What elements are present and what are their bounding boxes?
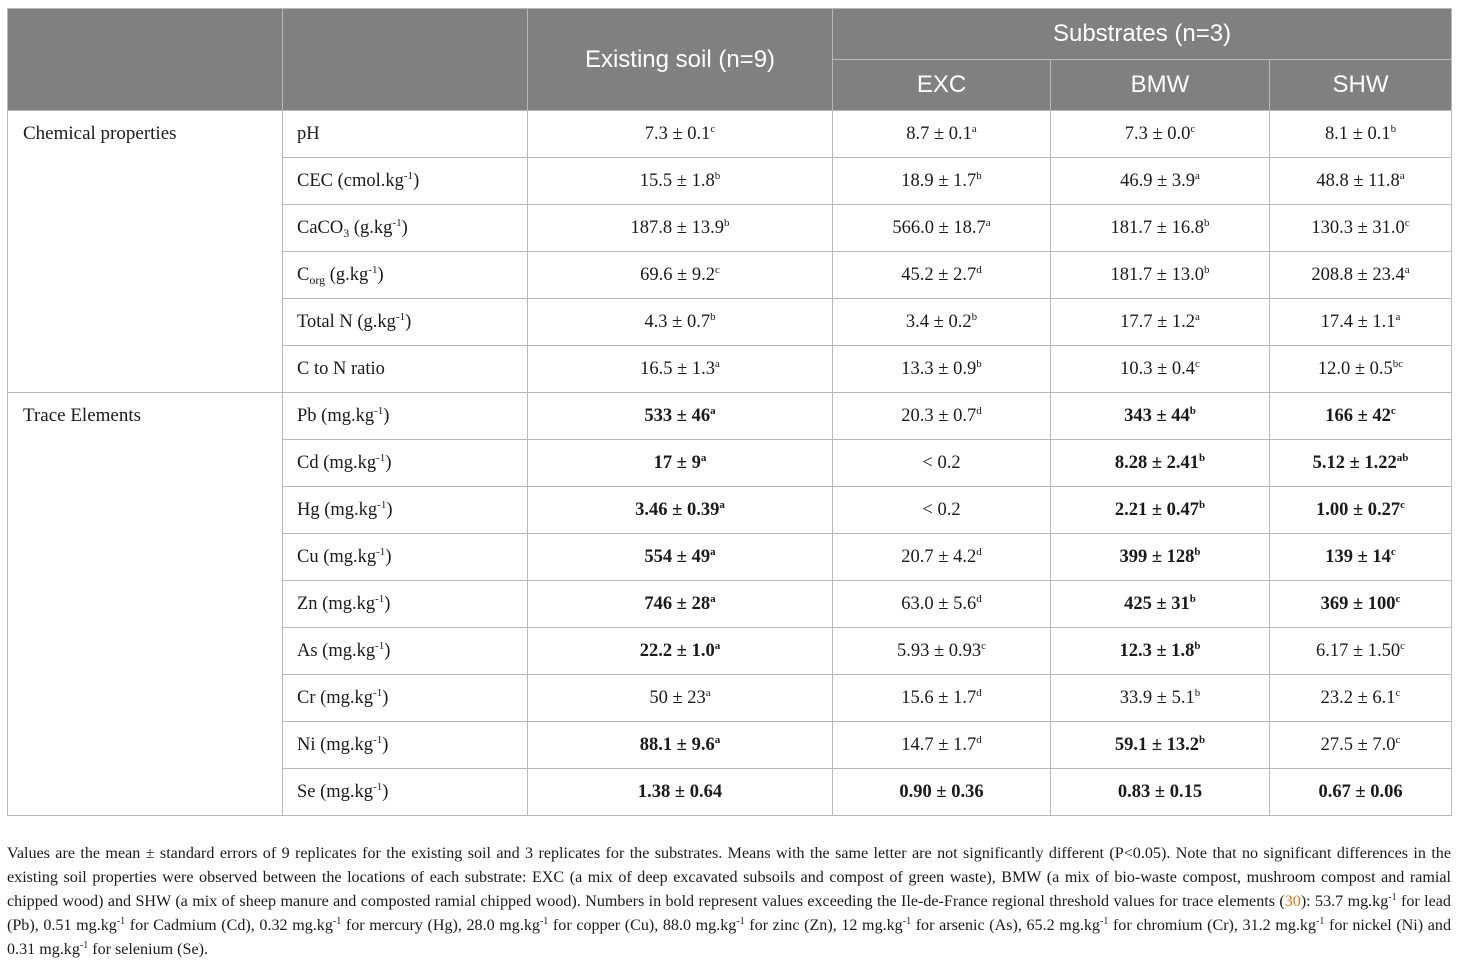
value-cell: 18.9 ± 1.7$^b$ xyxy=(833,158,1051,205)
significance-letter: b xyxy=(1199,498,1206,511)
value-cell: 566.0 ± 18.7$^a$ xyxy=(833,205,1051,252)
property-superscript: -1 xyxy=(403,169,414,182)
footnote-superscript: -1 xyxy=(332,916,342,927)
value-cell: 7.3 ± 0.1$^c$ xyxy=(528,111,833,158)
significance-letter: b xyxy=(1194,545,1201,558)
significance-letter: b xyxy=(1194,686,1201,699)
value-cell: 187.8 ± 13.9$^b$ xyxy=(528,205,833,252)
value-cell: 0.83 ± 0.15 xyxy=(1051,769,1270,816)
property-cell: CEC $(cmol.kg^{-1})$ xyxy=(283,158,528,205)
value-cell: 33.9 ± 5.1$^b$ xyxy=(1051,675,1270,722)
significance-letter: a xyxy=(710,592,716,605)
value-cell: $369 \pm 100^c$ xyxy=(1270,581,1452,628)
value-cell: 10.3 ± 0.4$^c$ xyxy=(1051,346,1270,393)
value-cell: 20.3 ± 0.7$^d$ xyxy=(833,393,1051,440)
value-cell: 1.00 ± 0.27$^c$ xyxy=(1270,487,1452,534)
property-superscript: -1 xyxy=(373,780,383,793)
property-cell: Cu $(mg.kg^{-1})$ xyxy=(283,534,528,581)
significance-letter: a xyxy=(705,686,711,699)
header-exc: EXC xyxy=(833,60,1051,111)
value-cell: 1.38 ± 0.64 xyxy=(528,769,833,816)
significance-letter: b xyxy=(1189,404,1196,417)
significance-letter: a xyxy=(715,357,720,370)
significance-letter: a xyxy=(971,122,977,135)
header-existing-soil: Existing soil (n=9) xyxy=(528,9,833,111)
significance-letter: b xyxy=(976,169,982,182)
property-cell: Zn $(mg.kg^{-1})$ xyxy=(283,581,528,628)
value-cell: 22.2 ± 1.0$^a$ xyxy=(528,628,833,675)
value-cell: 27.5 ± 7.0$^c$ xyxy=(1270,722,1452,769)
property-cell: Se $(mg.kg^{-1})$ xyxy=(283,769,528,816)
value-cell: 23.2 ± 6.1$^c$ xyxy=(1270,675,1452,722)
significance-letter: b xyxy=(1199,733,1206,746)
significance-letter: b xyxy=(1203,263,1210,276)
value-cell: $166 \pm 42^c$ xyxy=(1270,393,1452,440)
significance-letter: c xyxy=(1395,686,1401,699)
value-cell: $425 \pm 31^b$ xyxy=(1051,581,1270,628)
property-superscript: -1 xyxy=(375,639,385,652)
value-cell: $139 \pm 14^c$ xyxy=(1270,534,1452,581)
significance-letter: c xyxy=(710,122,716,135)
significance-letter: c xyxy=(1195,357,1200,370)
property-superscript: -1 xyxy=(376,451,386,464)
significance-letter: a xyxy=(1195,310,1200,323)
table-row xyxy=(8,393,1452,440)
value-cell: 8.1 ± 0.1$^b$ xyxy=(1270,111,1452,158)
significance-letter: bc xyxy=(1392,357,1404,370)
value-cell: 63.0 ± 5.6$^d$ xyxy=(833,581,1051,628)
significance-letter: d xyxy=(976,404,982,417)
value-cell: 88.1 ± 9.6$^a$ xyxy=(528,722,833,769)
value-cell: 5.12 ± 1.22$^{ab}$ xyxy=(1270,440,1452,487)
value-cell: $17 \pm 9^a$ xyxy=(528,440,833,487)
significance-letter: d xyxy=(976,592,982,605)
significance-letter: d xyxy=(976,686,982,699)
property-superscript: -1 xyxy=(373,733,383,746)
significance-letter: c xyxy=(715,263,720,276)
significance-letter: d xyxy=(976,263,982,276)
significance-letter: a xyxy=(710,545,716,558)
value-cell: 20.7 ± 4.2$^d$ xyxy=(833,534,1051,581)
header-bmw: BMW xyxy=(1051,60,1270,111)
significance-letter: a xyxy=(714,733,721,746)
footnote-superscript: -1 xyxy=(539,916,549,927)
value-cell: $746 \pm 28^a$ xyxy=(528,581,833,628)
footnote-superscript: -1 xyxy=(1099,916,1109,927)
significance-letter: b xyxy=(723,216,730,229)
value-cell: 14.7 ± 1.7$^d$ xyxy=(833,722,1051,769)
header-shw: SHW xyxy=(1270,60,1452,111)
significance-letter: b xyxy=(714,169,721,182)
value-cell: 8.7 ± 0.1$^a$ xyxy=(833,111,1051,158)
footnote-superscript: -1 xyxy=(116,916,126,927)
property-subscript: 3 xyxy=(343,225,350,240)
property-superscript: -1 xyxy=(376,545,386,558)
significance-letter: c xyxy=(1395,733,1401,746)
significance-letter: a xyxy=(700,451,707,464)
value-cell: 0.90 ± 0.36 xyxy=(833,769,1051,816)
value-cell: $399 \pm 128^b$ xyxy=(1051,534,1270,581)
value-cell: 12.3 ± 1.8$^b$ xyxy=(1051,628,1270,675)
value-cell: $554 \pm 49^a$ xyxy=(528,534,833,581)
header-blank-2 xyxy=(283,9,528,111)
value-cell: 13.3 ± 0.9$^b$ xyxy=(833,346,1051,393)
significance-letter: c xyxy=(1390,404,1396,417)
significance-letter: ab xyxy=(1396,451,1409,464)
significance-letter: b xyxy=(1194,639,1201,652)
value-cell: 16.5 ± 1.3$^a$ xyxy=(528,346,833,393)
value-cell: 17.7 ± 1.2$^a$ xyxy=(1051,299,1270,346)
value-cell: 15.6 ± 1.7$^d$ xyxy=(833,675,1051,722)
significance-letter: b xyxy=(1199,451,1206,464)
value-cell: 15.5 ± 1.8$^b$ xyxy=(528,158,833,205)
property-cell: Pb $(mg.kg^{-1})$ xyxy=(283,393,528,440)
footnote-superscript: -1 xyxy=(902,916,912,927)
value-cell: 0.67 ± 0.06 xyxy=(1270,769,1452,816)
value-cell: $50 \pm 23^a$ xyxy=(528,675,833,722)
significance-letter: a xyxy=(1195,169,1200,182)
significance-letter: b xyxy=(1203,216,1210,229)
property-cell: C to N ratio xyxy=(283,346,528,393)
significance-letter: c xyxy=(1190,122,1196,135)
significance-letter: b xyxy=(1189,592,1196,605)
table-container xyxy=(7,8,1451,816)
value-cell: 181.7 ± 13.0$^b$ xyxy=(1051,252,1270,299)
value-cell: 3.46 ± 0.39$^a$ xyxy=(528,487,833,534)
property-cell: CaCO$_3$ $(g.kg^{-1})$ xyxy=(283,205,528,252)
significance-letter: a xyxy=(710,404,716,417)
value-cell: 45.2 ± 2.7$^d$ xyxy=(833,252,1051,299)
table-body xyxy=(8,111,1452,816)
property-cell: Cd $(mg.kg^{-1})$ xyxy=(283,440,528,487)
property-superscript: -1 xyxy=(375,592,385,605)
property-subscript: org xyxy=(309,272,326,287)
property-cell: Hg $(mg.kg^{-1})$ xyxy=(283,487,528,534)
value-cell: 17.4 ± 1.1$^a$ xyxy=(1270,299,1452,346)
significance-letter: a xyxy=(985,216,991,229)
value-cell: 12.0 ± 0.5$^{bc}$ xyxy=(1270,346,1452,393)
value-cell: 2.21 ± 0.47$^b$ xyxy=(1051,487,1270,534)
value-cell: 48.8 ± 11.8$^a$ xyxy=(1270,158,1452,205)
significance-letter: b xyxy=(971,310,978,323)
value-cell: 7.3 ± 0.0$^c$ xyxy=(1051,111,1270,158)
property-superscript: -1 xyxy=(374,404,384,417)
value-cell: < 0.2 xyxy=(833,440,1051,487)
significance-letter: c xyxy=(1395,592,1401,605)
property-cell: Total N $(g.kg^{-1})$ xyxy=(283,299,528,346)
significance-letter: a xyxy=(719,498,725,511)
table-row xyxy=(8,111,1452,158)
table-footnote: Values are the mean ± standard errors of 9 replicates for the existing soil and 3 replicates for the substrates. Means with the same letter are not significantly different (P<0.05). Note that no significant differences in the existing soil properties were observed between the locations of each substrate: EXC (a mix of deep excavated subsoils and compost of green waste), BMW (a mix of bio-waste compost, mushroom compost and ramial chipped wood) and SHW (a mix of sheep manure and composted ramial chipped wood). Numbers in bold represent values exceeding the Ile-de-France regional threshold values for trace elements (30): 53.7 $mg.kg^{-1}$ for lead (Pb), 0.51 $mg.kg^{-1}$ for Cadmium (Cd), 0.32 $mg.kg^{-1}$ for mercury (Hg), 28.0 $mg.kg^{-1}$ for copper (Cu), 88.0 $mg.kg^{-1}$ for zinc (Zn), 12 $mg.kg^{-1}$ for arsenic (As), 65.2 $mg.kg^{-1}$ for chromium (Cr), 31.2 $mg.kg^{-1}$ for nickel (Ni) and 0.31 $mg.kg^{-1}$ for selenium (Se). xyxy=(7,845,1451,958)
value-cell: 181.7 ± 16.8$^b$ xyxy=(1051,205,1270,252)
value-cell: 3.4 ± 0.2$^b$ xyxy=(833,299,1051,346)
value-cell: $533 \pm 46^a$ xyxy=(528,393,833,440)
value-cell: 69.6 ± 9.2$^c$ xyxy=(528,252,833,299)
property-superscript: -1 xyxy=(368,263,378,276)
value-cell: 6.17 ± 1.50$^c$ xyxy=(1270,628,1452,675)
value-cell: 208.8 ± 23.4$^a$ xyxy=(1270,252,1452,299)
significance-letter: a xyxy=(714,639,721,652)
property-cell: Ni $(mg.kg^{-1})$ xyxy=(283,722,528,769)
property-superscript: -1 xyxy=(395,310,406,323)
footnote-superscript: -1 xyxy=(1388,892,1397,903)
property-cell: pH xyxy=(283,111,528,158)
header-substrates: Substrates (n=3) xyxy=(833,9,1452,60)
header-blank-1 xyxy=(8,9,283,111)
category-cell: Trace Elements xyxy=(8,393,283,816)
significance-letter: d xyxy=(976,545,982,558)
value-cell: 46.9 ± 3.9$^a$ xyxy=(1051,158,1270,205)
category-cell: Chemical properties xyxy=(8,111,283,393)
property-superscript: -1 xyxy=(377,498,387,511)
value-cell: 5.93 ± 0.93$^c$ xyxy=(833,628,1051,675)
value-cell: 8.28 ± 2.41$^b$ xyxy=(1051,440,1270,487)
soil-properties-table xyxy=(7,8,1452,816)
property-cell: As $(mg.kg^{-1})$ xyxy=(283,628,528,675)
footnote-superscript: -1 xyxy=(736,916,745,927)
property-cell: Cr $(mg.kg^{-1})$ xyxy=(283,675,528,722)
value-cell: $343 \pm 44^b$ xyxy=(1051,393,1270,440)
significance-letter: a xyxy=(1399,169,1405,182)
significance-letter: c xyxy=(1400,639,1406,652)
property-superscript: -1 xyxy=(373,686,383,699)
footnote-superscript: -1 xyxy=(79,940,89,951)
significance-letter: a xyxy=(1404,263,1410,276)
reference-link: 30 xyxy=(1284,893,1301,910)
significance-letter: d xyxy=(976,733,982,746)
property-superscript: -1 xyxy=(392,216,402,229)
significance-letter: b xyxy=(1390,122,1397,135)
significance-letter: c xyxy=(1390,545,1396,558)
significance-letter: b xyxy=(710,310,716,323)
value-cell: 59.1 ± 13.2$^b$ xyxy=(1051,722,1270,769)
significance-letter: b xyxy=(976,357,982,370)
significance-letter: c xyxy=(981,639,987,652)
significance-letter: c xyxy=(1400,498,1406,511)
footnote-superscript: -1 xyxy=(1316,916,1325,927)
value-cell: 4.3 ± 0.7$^b$ xyxy=(528,299,833,346)
significance-letter: c xyxy=(1404,216,1410,229)
value-cell: 130.3 ± 31.0$^c$ xyxy=(1270,205,1452,252)
value-cell: < 0.2 xyxy=(833,487,1051,534)
property-cell: $C_{org}$ $(g.kg^{-1})$ xyxy=(283,252,528,299)
significance-letter: a xyxy=(1395,310,1401,323)
